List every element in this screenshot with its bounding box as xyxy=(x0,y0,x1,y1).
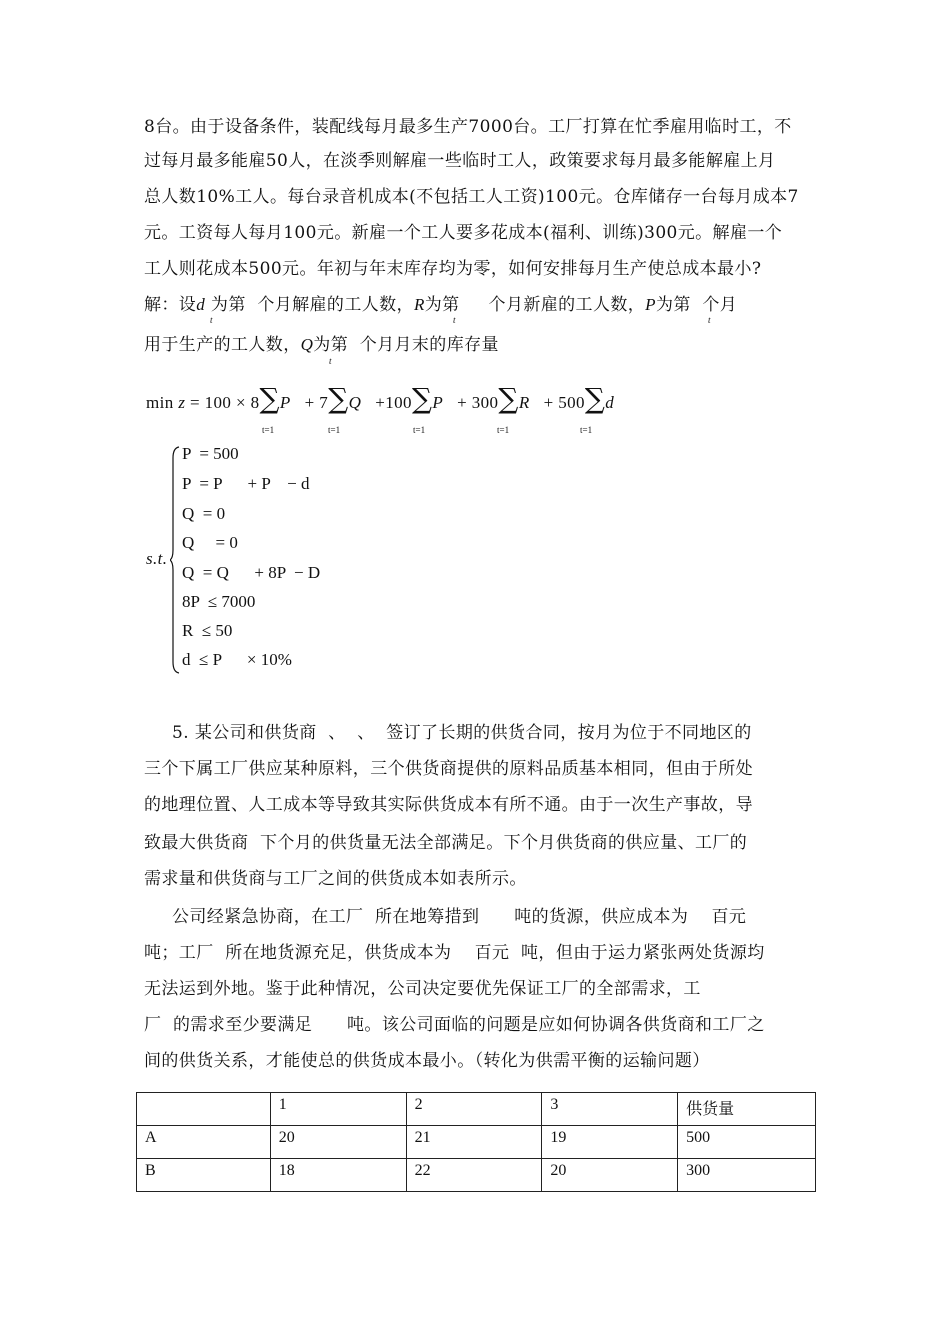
text-line: 厂 的需求至少要满足 吨。该公司面临的问题是应如何协调各供货商和工厂之 xyxy=(144,1015,765,1035)
constraint-line: Q = Q + 8P − D xyxy=(182,563,321,582)
var-z: z xyxy=(178,393,186,412)
constraint-line: Q = 0 xyxy=(182,533,238,552)
sum-lower-limit: t=1 xyxy=(413,425,426,435)
constraint-line: P = P + P − d xyxy=(182,474,310,493)
min-label: min xyxy=(146,393,174,412)
table-cell: 1 xyxy=(270,1093,406,1126)
table-cell: 20 xyxy=(542,1159,678,1192)
table-cell: 300 xyxy=(678,1159,816,1192)
text-line: 8台。由于设备条件，装配线每月最多生产7000台。工厂打算在忙季雇用临时工，不 xyxy=(144,117,792,137)
table-cell: 2 xyxy=(406,1093,542,1126)
var-p: P xyxy=(645,295,656,314)
text-line: 元。工资每人每月100元。新雇一个工人要多花成本(福利、训练)300元。解雇一个 xyxy=(144,223,783,243)
table-row xyxy=(137,1159,816,1192)
sum-lower-limit: t=1 xyxy=(328,425,341,435)
solution-text: 为第 个月月末的库存量 xyxy=(313,335,499,355)
table-cell: 供货量 xyxy=(678,1093,816,1126)
supply-cost-table xyxy=(136,1092,816,1192)
table-cell: 20 xyxy=(270,1126,406,1159)
objective-coef: + 7 xyxy=(304,393,329,412)
table-cell: B xyxy=(137,1159,271,1192)
solution-line-2 xyxy=(144,334,499,356)
var-q: Q xyxy=(300,335,314,354)
var-q: Q xyxy=(348,393,362,412)
table-cell: A xyxy=(137,1126,271,1159)
text-line: 的地理位置、人工成本等导致其实际供货成本有所不通。由于一次生产事故，导 xyxy=(144,795,753,815)
constraint-line: Q = 0 xyxy=(182,504,226,523)
text-line: 过每月最多能雇50人，在淡季则解雇一些临时工人，政策要求每月最多能解雇上月 xyxy=(144,151,776,171)
solution-text: 为第 个月新雇的工人数， xyxy=(424,295,646,315)
var-d: d xyxy=(196,295,206,314)
objective-coef: + 300 xyxy=(457,393,499,412)
table-cell xyxy=(137,1093,271,1126)
sum-lower-limit: t=1 xyxy=(580,425,593,435)
sum-lower-limit: t=1 xyxy=(262,425,275,435)
sum-symbol: ∑ xyxy=(328,382,349,415)
table-cell: 21 xyxy=(406,1126,542,1159)
solution-line-1 xyxy=(144,294,737,316)
objective-function xyxy=(146,382,615,415)
var-r: R xyxy=(518,393,530,412)
subscript-t: t xyxy=(453,315,456,325)
objective-coef: +100 xyxy=(375,393,412,412)
objective-coef: = 100 × 8 xyxy=(190,393,260,412)
table-header-row xyxy=(137,1093,816,1126)
sum-symbol: ∑ xyxy=(411,382,433,415)
solution-text: 解：设 xyxy=(144,295,197,315)
text-line: 公司经紧急协商，在工厂 所在地筹措到 吨的货源，供应成本为 百元 xyxy=(172,907,747,927)
sum-lower-limit: t=1 xyxy=(497,425,510,435)
constraint-line: d ≤ P × 10% xyxy=(182,650,292,669)
solution-text: 为第 个月 xyxy=(655,295,738,315)
var-p: P xyxy=(279,393,291,412)
var-p: P xyxy=(432,393,444,412)
text-line: 致最大供货商 下个月的供货量无法全部满足。下个月供货商的供应量、工厂的 xyxy=(144,833,748,853)
table-cell: 3 xyxy=(542,1093,678,1126)
text-line: 吨；工厂 所在地货源充足，供货成本为 百元 吨，但由于运力紧张两处货源均 xyxy=(144,943,765,963)
subscript-t: t xyxy=(329,356,332,366)
var-r: R xyxy=(413,295,425,314)
constraint-line: 8P ≤ 7000 xyxy=(182,592,256,611)
text-line: 总人数10%工人。每台录音机成本(不包括工人工资)100元。仓库储存一台每月成本7 xyxy=(144,187,799,207)
brace-icon xyxy=(170,446,180,674)
sum-symbol: ∑ xyxy=(498,382,519,415)
table-row xyxy=(137,1126,816,1159)
subscript-t: t xyxy=(708,315,711,325)
table-cell: 500 xyxy=(678,1126,816,1159)
text-line: 三个下属工厂供应某种原料，三个供货商提供的原料品质基本相同，但由于所处 xyxy=(144,759,753,779)
table-cell: 19 xyxy=(542,1126,678,1159)
table-cell: 18 xyxy=(270,1159,406,1192)
solution-text: 用于生产的工人数， xyxy=(144,335,301,355)
text-line: 需求量和供货商与工厂之间的供货成本如表所示。 xyxy=(144,869,527,889)
subject-to-label: s.t. xyxy=(146,549,168,568)
text-line: 工人则花成本500元。年初与年末库存均为零，如何安排每月生产使总成本最小? xyxy=(144,259,762,279)
constraint-line: R ≤ 50 xyxy=(182,621,233,640)
objective-coef: + 500 xyxy=(543,393,585,412)
text-line: 无法运到外地。鉴于此种情况，公司决定要优先保证工厂的全部需求，工 xyxy=(144,979,701,999)
table-cell: 22 xyxy=(406,1159,542,1192)
subscript-t: t xyxy=(210,315,213,325)
sum-symbol: ∑ xyxy=(259,382,280,415)
text-line: 5. 某公司和供货商 、 、 签订了长期的供货合同，按月为位于不同地区的 xyxy=(172,723,752,743)
var-d: d xyxy=(605,393,615,412)
constraint-line: P = 500 xyxy=(182,444,239,463)
text-line: 间的供货关系，才能使总的供货成本最小。（转化为供需平衡的运输问题） xyxy=(144,1051,710,1071)
sum-symbol: ∑ xyxy=(584,382,606,415)
solution-text: 为第 个月解雇的工人数， xyxy=(210,295,414,315)
